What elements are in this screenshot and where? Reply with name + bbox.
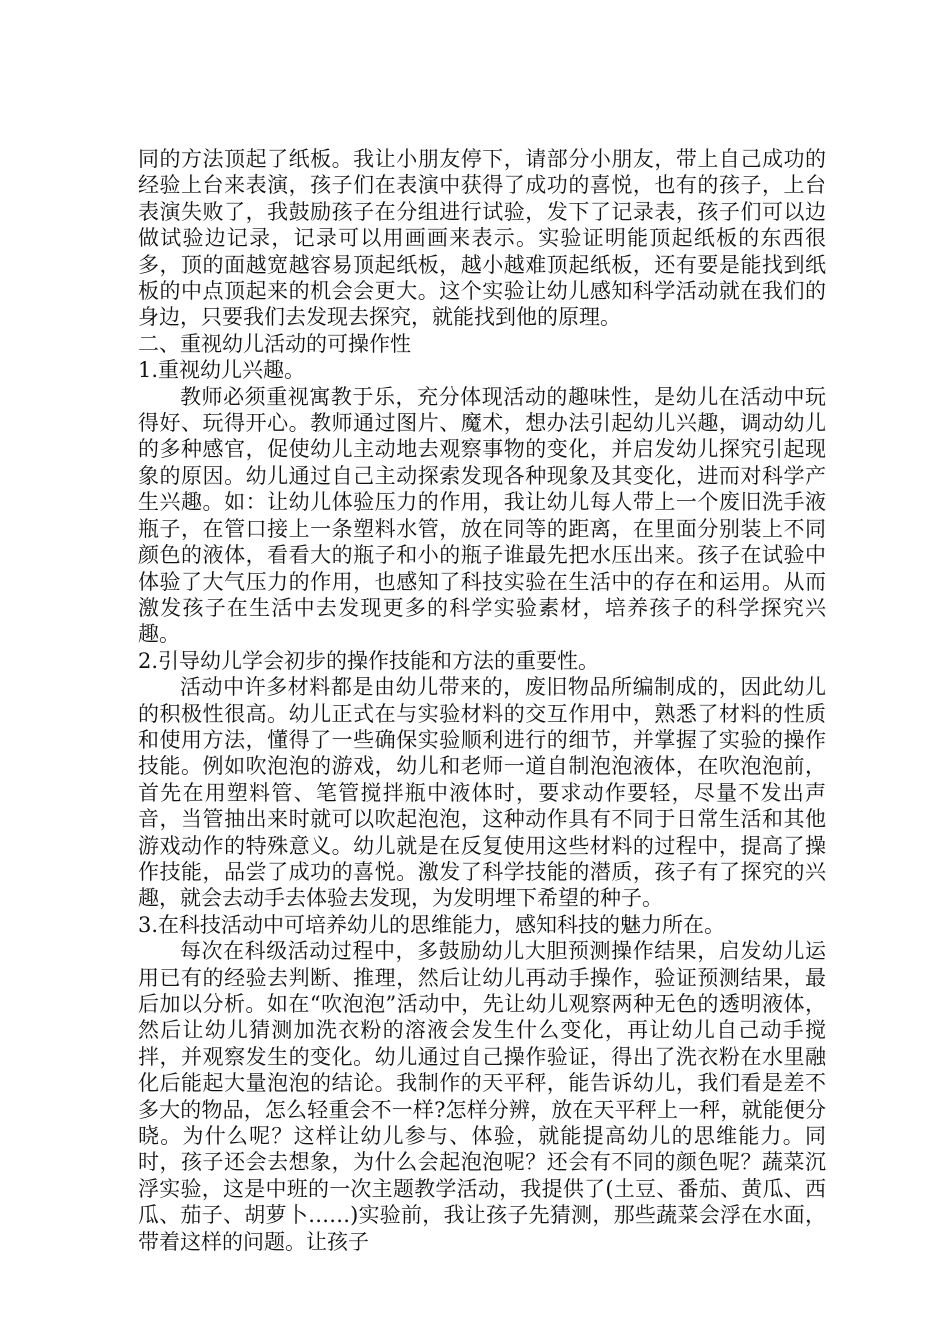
section-heading-operability: 二、重视幼儿活动的可操作性: [138, 331, 411, 356]
paragraph-thinking: 每次在科级活动过程中，多鼓励幼儿大胆预测操作结果，启发幼儿运用已有的经验去判断、推理，然后让幼儿再动手操作，验证预测结果，最后加以分析。如在“吹泡泡”活动中，先让幼儿观察两种无色的透明液体，然后让幼儿猜测加洗衣粉的溶液会发生什么变化，再让幼儿自己动手搅拌，并观察发生的变化。幼儿通过自己操作验证，得出了洗衣粉在水里融化后能起大量泡泡的结论。我制作的天平秤，能告诉幼儿，我们看是差不多大的物品，怎么轻重会不一样?怎样分辨，放在天平秤上一秤，就能便分晓。为什么呢？这样让幼儿参与、体验，就能提高幼儿的思维能力。同时，孩子还会去想象，为什么会起泡泡呢？还会有不同的颜色呢？蔬菜沉浮实验，这是中班的一次主题教学活动，我提供了(土豆、番茄、黄瓜、西瓜、茄子、胡萝卜……)实验前，我让孩子先猜测，那些蔬菜会浮在水面，带着这样的问题。让孩子: [138, 939, 826, 1254]
paragraph-continuation: 同的方法顶起了纸板。我让小朋友停下，请部分小朋友，带上自己成功的经验上台来表演，孩子们在表演中获得了成功的喜悦，也有的孩子，上台表演失败了，我鼓励孩子在分组进行试验，发下了记录表，孩子们可以边做试验边记录，记录可以用画画来表示。实验证明能顶起纸板的东西很多，顶的面越宽越容易顶起纸板，越小越难顶起纸板，还有要是能找到纸板的中点顶起来的机会会更大。这个实验让幼儿感知科学活动就在我们的身边，只要我们去发现去探究，就能找到他的原理。: [138, 147, 826, 330]
subheading-interest: 1.重视幼儿兴趣。: [138, 358, 306, 383]
subheading-skills: 2.引导幼儿学会初步的操作技能和方法的重要性。: [138, 648, 600, 673]
document-page: [138, 146, 826, 1255]
subheading-thinking: 3.在科技活动中可培养幼儿的思维能力，感知科技的魅力所在。: [138, 912, 726, 937]
paragraph-interest: 教师必须重视寓教于乐，充分体现活动的趣味性，是幼儿在活动中玩得好、玩得开心。教师通过图片、魔术，想办法引起幼儿兴趣，调动幼儿的多种感官，促使幼儿主动地去观察事物的变化，并启发幼儿探究引起现象的原因。幼儿通过自己主动探索发现各种现象及其变化，进而对科学产生兴趣。如：让幼儿体验压力的作用，我让幼儿每人带上一个废旧洗手液瓶子，在管口接上一条塑料水管，放在同等的距离，在里面分别装上不同颜色的液体，看看大的瓶子和小的瓶子谁最先把水压出来。孩子在试验中体验了大气压力的作用，也感知了科技实验在生活中的存在和运用。从而激发孩子在生活中去发现更多的科学实验素材，培养孩子的科学探究兴趣。: [138, 384, 826, 647]
paragraph-skills: 活动中许多材料都是由幼儿带来的，废旧物品所编制成的，因此幼儿的积极性很高。幼儿正式在与实验材料的交互作用中，熟悉了材料的性质和使用方法，懂得了一些确保实验顺利进行的细节，并掌握了实验的操作技能。例如吹泡泡的游戏，幼儿和老师一道自制泡泡液体，在吹泡泡前，首先在用塑料管、笔管搅拌瓶中液体时，要求动作要轻，尽量不发出声音，当管抽出来时就可以吹起泡泡，这种动作具有不同于日常生活和其他游戏动作的特殊意义。幼儿就是在反复使用这些材料的过程中，提高了操作技能，品尝了成功的喜悦。激发了科学技能的潜质，孩子有了探究的兴趣，就会去动手去体验去发现，为发明埋下希望的种子。: [138, 675, 826, 911]
